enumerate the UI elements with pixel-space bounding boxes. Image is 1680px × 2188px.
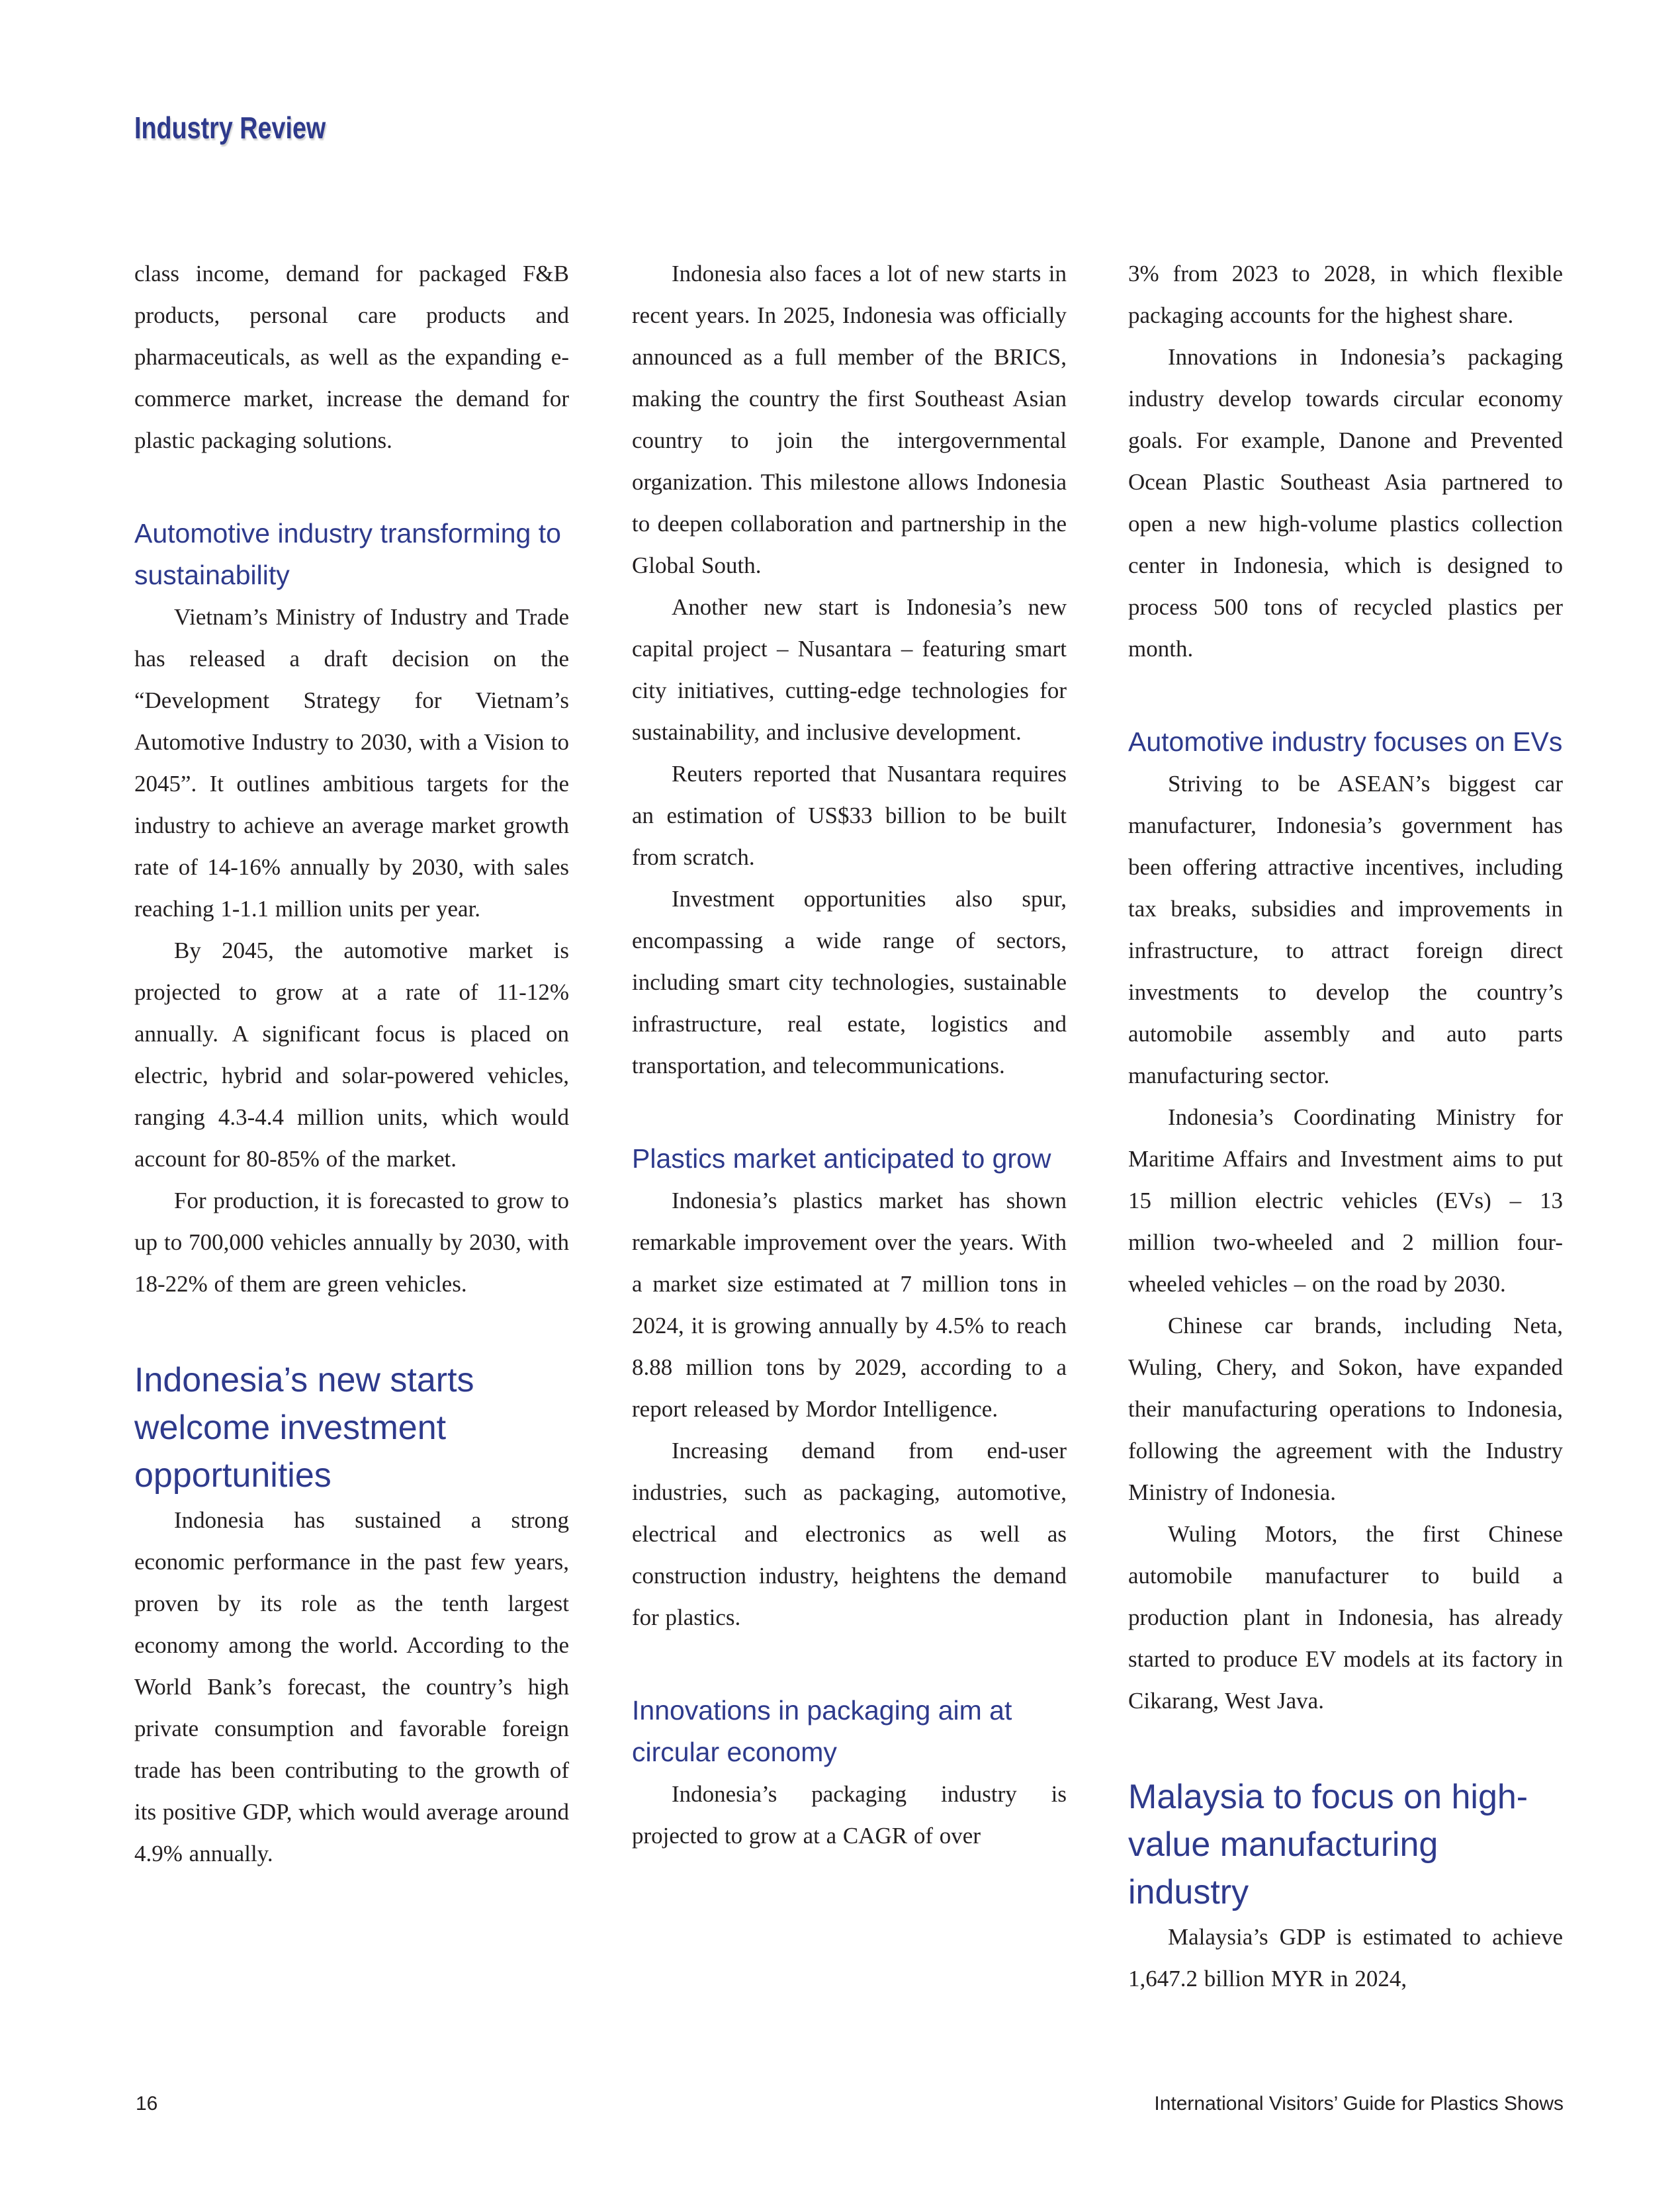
subheading-plastics-market: Plastics market anticipated to grow: [632, 1143, 1051, 1174]
subheading-automotive-sustainability: Automotive industry transforming to sustainability: [134, 518, 561, 590]
body-paragraph: Reuters reported that Nusantara requires an estimation of US$33 billion to be built from scratch.: [632, 761, 1067, 870]
publication-title: International Visitors’ Guide for Plastics Shows: [1154, 2093, 1564, 2115]
body-paragraph: Indonesia has sustained a strong economic performance in the past few years, proven by its role as the tenth largest economy among the world. According to the World Bank’s forecast, the country’s high private consumption and favorable foreign trade has been contributing to the growth of its positive GDP, which would average around 4.9% annually.: [134, 1507, 569, 1866]
heading-indonesia-new-starts: Indonesia’s new starts welcome investment opportunities: [134, 1361, 474, 1495]
body-paragraph: Innovations in Indonesia’s packaging industry develop towards circular economy goals. For example, Danone and Prevented Ocean Plastic Southeast Asia partnered to open a new high-volume plastics collection center in Indonesia, which is designed to process 500 tons of recycled plastics per month.: [1128, 344, 1563, 662]
subheading-automotive-evs: Automotive industry focuses on EVs: [1128, 726, 1563, 757]
subheading-packaging-innovations: Innovations in packaging aim at circular economy: [632, 1695, 1012, 1767]
body-paragraph: Striving to be ASEAN’s biggest car manufacturer, Indonesia’s government has been offering attractive incentives, including tax breaks, subsidies and improvements in infrastructure, to attract foreign direct investments to develop the country’s automobile assembly and auto parts manufacturing sector.: [1128, 771, 1563, 1088]
body-paragraph: Indonesia’s packaging industry is projected to grow at a CAGR of over: [632, 1781, 1067, 1849]
article-column-1: [134, 253, 569, 1874]
body-paragraph: For production, it is forecasted to grow to up to 700,000 vehicles annually by 2030, with 18-22% of them are green vehicles.: [134, 1188, 569, 1297]
section-header: Industry Review: [134, 110, 326, 145]
body-paragraph: Increasing demand from end-user industries, such as packaging, automotive, electrical and electronics as well as construction industry, heightens the demand for plastics.: [632, 1438, 1067, 1630]
body-paragraph: Malaysia’s GDP is estimated to achieve 1,647.2 billion MYR in 2024,: [1128, 1924, 1563, 1991]
article-column-2: [632, 253, 1067, 1857]
body-paragraph: By 2045, the automotive market is projected to grow at a rate of 11-12% annually. A significant focus is placed on electric, hybrid and solar-powered vehicles, ranging 4.3-4.4 million units, which would account for 80-85% of the market.: [134, 938, 569, 1172]
body-paragraph: Another new start is Indonesia’s new capital project – Nusantara – featuring smart city initiatives, cutting-edge technologies for sustainability, and inclusive development.: [632, 594, 1067, 745]
body-paragraph: Investment opportunities also spur, encompassing a wide range of sectors, including smart city technologies, sustainable infrastructure, real estate, logistics and transportation, and telecommunications.: [632, 886, 1067, 1078]
body-paragraph: Indonesia’s Coordinating Ministry for Maritime Affairs and Investment aims to put 15 million electric vehicles (EVs) – 13 million two-wheeled and 2 million four-wheeled vehicles – on the road by 2030.: [1128, 1104, 1563, 1297]
body-paragraph: Indonesia’s plastics market has shown remarkable improvement over the years. With a market size estimated at 7 million tons in 2024, it is growing annually by 4.5% to reach 8.88 million tons by 2029, according to a report released by Mordor Intelligence.: [632, 1188, 1067, 1422]
article-column-3: [1128, 253, 1563, 1999]
body-paragraph: Indonesia also faces a lot of new starts in recent years. In 2025, Indonesia was officially announced as a full member of the BRICS, making the country the first Southeast Asian country to join the intergovernmental organization. This milestone allows Indonesia to deepen collaboration and partnership in the Global South.: [632, 261, 1067, 578]
heading-malaysia-manufacturing: Malaysia to focus on high-value manufacturing industry: [1128, 1778, 1528, 1911]
body-paragraph: Chinese car brands, including Neta, Wuling, Chery, and Sokon, have expanded their manufacturing operations to Indonesia, following the agreement with the Industry Ministry of Indonesia.: [1128, 1313, 1563, 1505]
page-number: 16: [136, 2093, 158, 2115]
body-paragraph: 3% from 2023 to 2028, in which flexible packaging accounts for the highest share.: [1128, 261, 1563, 328]
body-paragraph: Vietnam’s Ministry of Industry and Trade has released a draft decision on the “Development Strategy for Vietnam’s Automotive Industry to 2030, with a Vision to 2045”. It outlines ambitious targets for the industry to achieve an average market growth rate of 14-16% annually by 2030, with sales reaching 1-1.1 million units per year.: [134, 604, 569, 922]
body-paragraph: class income, demand for packaged F&B products, personal care products and pharmaceuticals, as well as the expanding e-commerce market, increase the demand for plastic packaging solutions.: [134, 261, 569, 453]
body-paragraph: Wuling Motors, the first Chinese automobile manufacturer to build a production plant in Indonesia, has already started to produce EV models at its factory in Cikarang, West Java.: [1128, 1521, 1563, 1714]
